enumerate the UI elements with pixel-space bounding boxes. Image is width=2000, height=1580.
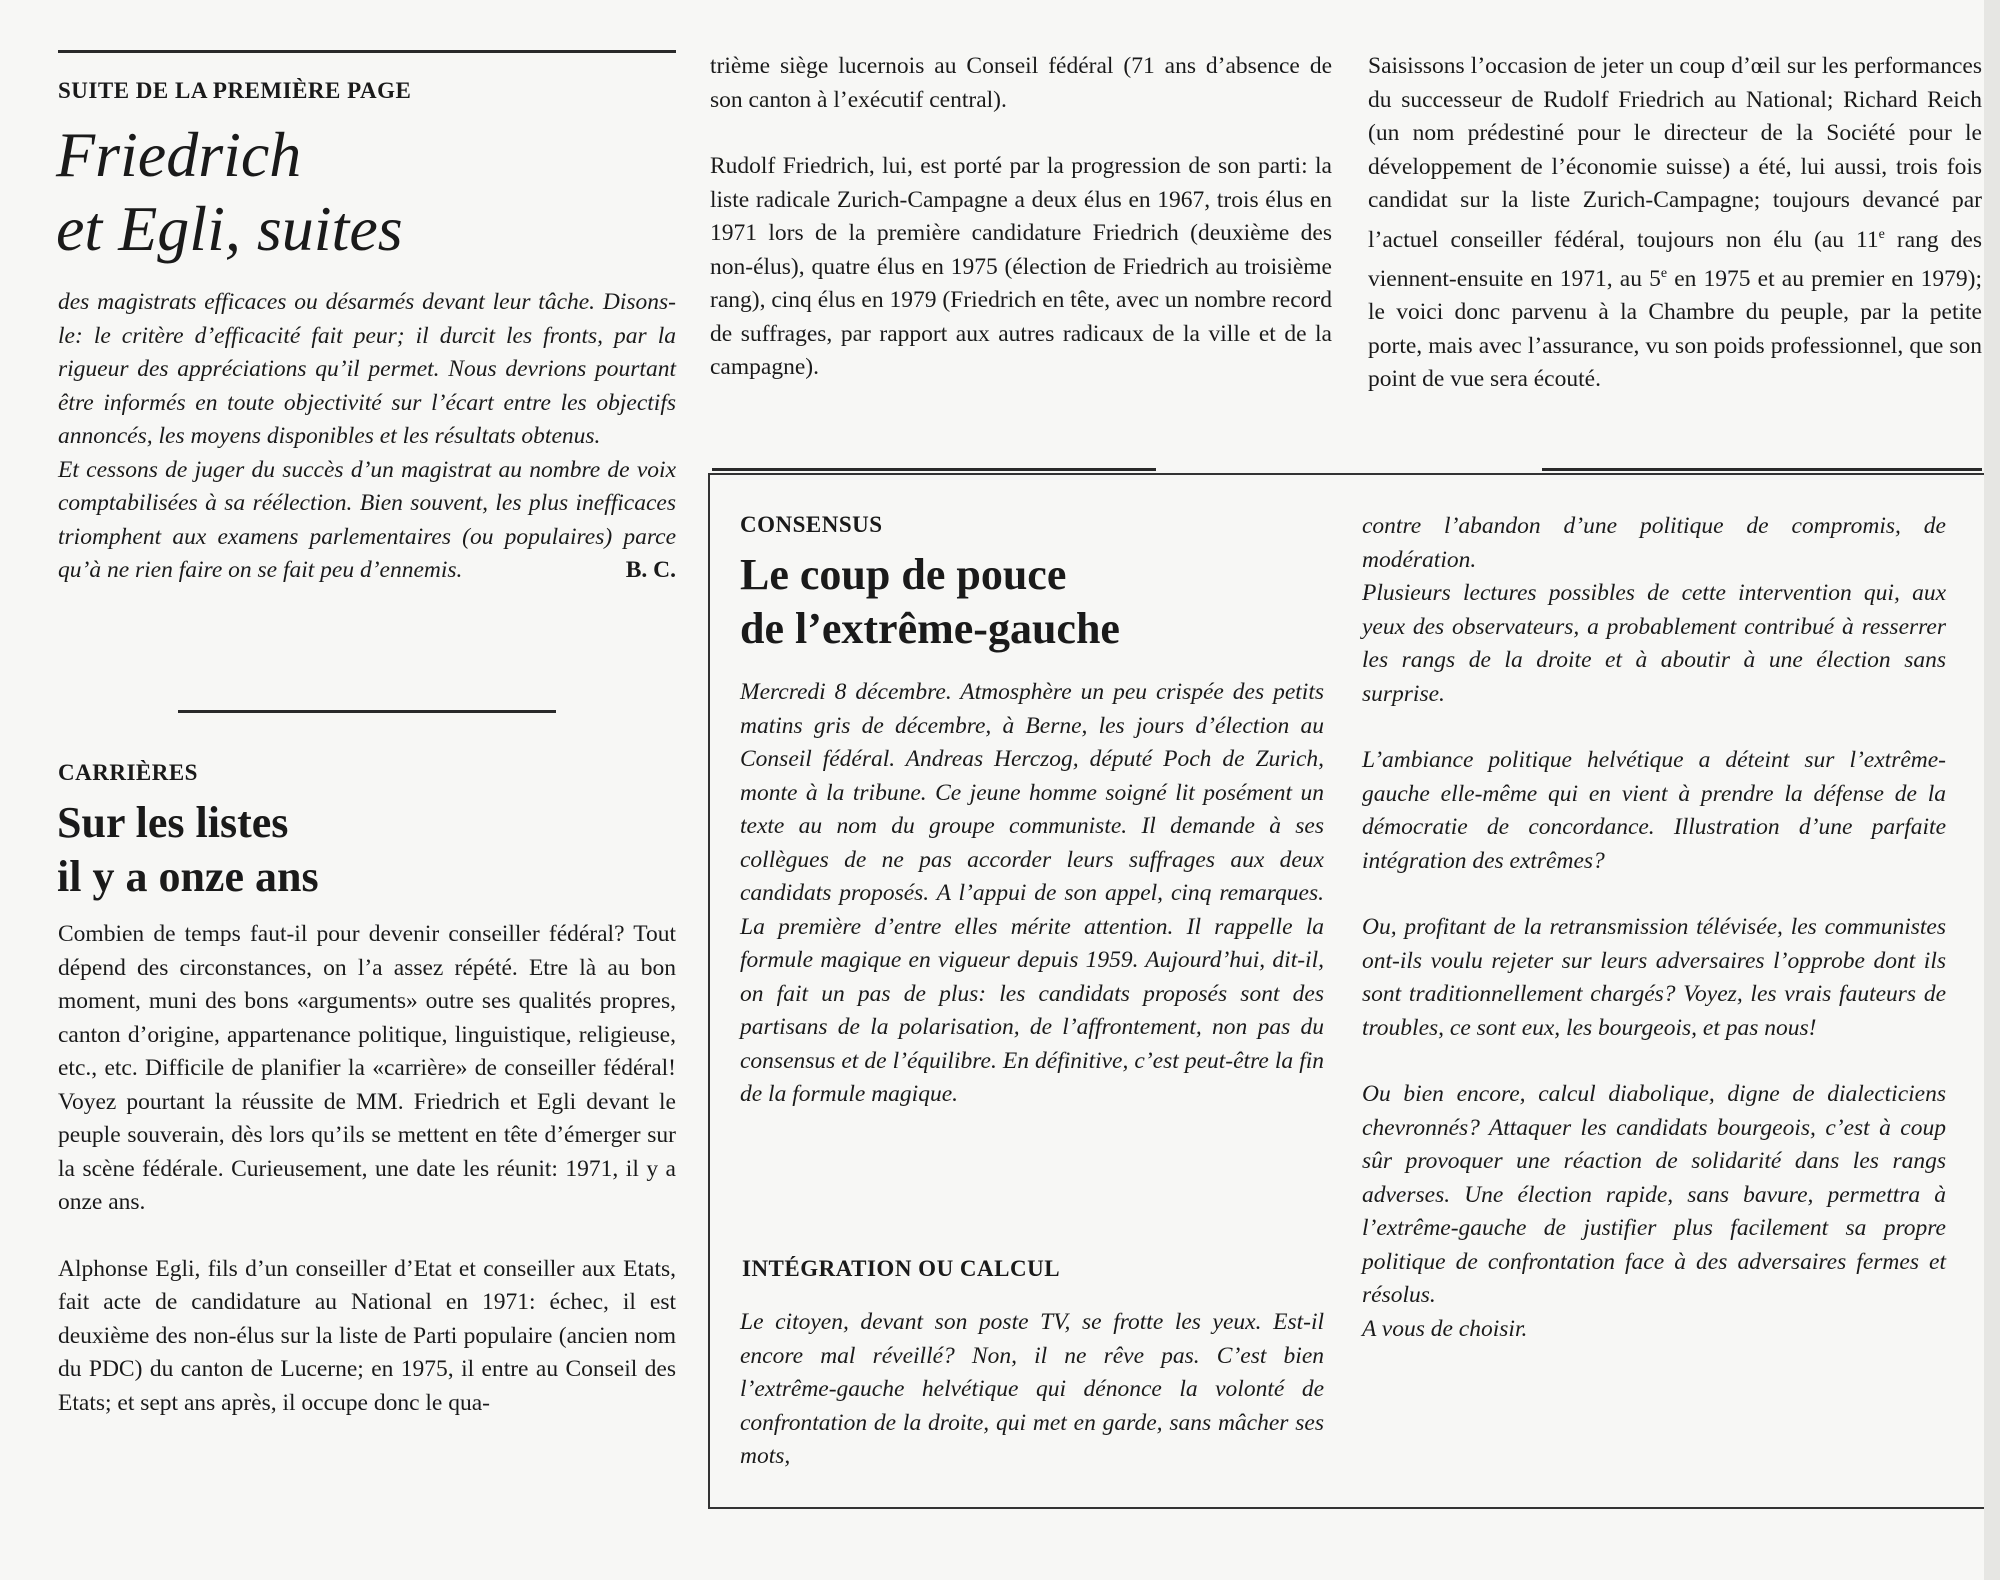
page-edge-shadow — [1984, 0, 2000, 1580]
col2-paragraph-2: Rudolf Friedrich, lui, est porté par la progression de son parti: la liste radicale Zurich-Campagne a deux élus en 1967, trois élus en 1971 lors de la première candidature Friedrich (deuxième des non-élus), quatre élus en 1975 (élection de Friedrich au troisième rang), cinq élus en 1979 (Friedrich en tête, avec un nombre record de suffrages, par rapport aux autres radicaux de la ville et de la campagne). — [710, 153, 1332, 380]
box-title — [740, 548, 1120, 656]
paragraph-gap — [710, 117, 1332, 150]
col3-text-part2: rang des viennent-ensuite en 1971, au 5 — [1368, 226, 1982, 292]
paragraph-gap — [1362, 1045, 1946, 1078]
section2-title — [57, 796, 319, 904]
section2-title-line2: il y a onze ans — [57, 852, 319, 901]
section2-title-line1: Sur les listes — [57, 798, 289, 847]
col2-paragraph-1: trième siège lucernois au Conseil fédéral (71 ans d’absence de son canton à l’exécutif central). — [710, 53, 1332, 113]
box-left-body — [740, 676, 1324, 1112]
box-right-paragraph-5: Ou bien encore, calcul diabolique, digne de dialecticiens chevronnés? Attaquer les candidats bourgeois, c’est à coup sûr provoquer une réaction de solidarité dans les rangs adverses. Une élection rapide, sans bavure, permettra à l’extrême-gauche de justifier plus facilement sa propre politique de confrontation face à des adversaires fermes et résolus. — [1362, 1081, 1946, 1308]
top-rule-col1 — [58, 50, 676, 53]
col3-paragraph-1 — [1368, 50, 1982, 397]
col3-text-part3: en 1975 et au premier en 1979); le voici donc parvenu à la Chambre du peuple, par la petite porte, mais avec l’assurance, vu son poids professionnel, que son point de vue sera écouté. — [1368, 265, 1982, 393]
section2-kicker: CARRIÈRES — [58, 760, 198, 785]
box-right-body — [1362, 510, 1946, 1346]
section-divider — [178, 710, 556, 713]
box-right-paragraph-1: contre l’abandon d’une politique de compromis, de modération. — [1362, 513, 1946, 573]
box-right-paragraph-3: L’ambiance politique helvétique a déteint sur l’extrême-gauche elle-même qui en vient à prendre la défense de la démocratie de concordance. Illustration d’une parfaite intégration des extrêmes? — [1362, 747, 1946, 874]
paragraph-gap — [1362, 711, 1946, 744]
section1-kicker: SUITE DE LA PREMIÈRE PAGE — [58, 78, 412, 103]
box-title-line2: de l’extrême-gauche — [740, 604, 1120, 653]
box-right-paragraph-2: Plusieurs lectures possibles de cette intervention qui, aux yeux des observateurs, a probablement contribué à resserrer les rangs de la droite et à aboutir à une élection sans surprise. — [1362, 580, 1946, 707]
box-subhead: INTÉGRATION OU CALCUL — [742, 1256, 1061, 1281]
col3-body — [1368, 50, 1982, 397]
box-right-paragraph-4: Ou, profitant de la retransmission télévisée, les communistes ont-ils voulu rejeter sur leurs adversaires l’opprobe dont ils sont traditionnellement chargés? Voyez, les vrais fauteurs de troubles, ce sont eux, les bourgeois, et pas nous! — [1362, 914, 1946, 1041]
author-signature: B. C. — [625, 557, 676, 583]
section1-paragraph-2-text: Et cessons de juger du succès d’un magistrat au nombre de voix comptabilisées à sa réélection. Bien souvent, les plus inefficaces triomphent aux examens parlementaires (ou populaires) parce qu’à ne rien faire on se fait peu d’ennemis. — [58, 456, 676, 583]
box-right-paragraph-6: A vous de choisir. — [1362, 1315, 1528, 1342]
box-left-paragraph-2: Le citoyen, devant son poste TV, se frotte les yeux. Est-il encore mal réveillé? Non, il ne rêve pas. C’est bien l’extrême-gauche helvétique qui dénonce la volonté de confrontation de la droite, qui met en garde, sans mâcher ses mots, — [740, 1309, 1324, 1469]
section2-body — [58, 918, 676, 1420]
box-left-body-2 — [740, 1306, 1324, 1474]
section1-paragraph-1: des magistrats efficaces ou désarmés devant leur tâche. Disons-le: le critère d’efficacité fait peur; il durcit les fronts, par la rigueur des appréciations qu’il permet. Nous devrions pourtant être informés en toute objectivité sur l’écart entre les objectifs annoncés, les moyens disponibles et les résultats obtenus. — [58, 289, 676, 449]
section2-paragraph-2: Alphonse Egli, fils d’un conseiller d’Etat et conseiller aux Etats, fait acte de candidature au National en 1971: échec, il est deuxième des non-élus sur la liste de Parti populaire (ancien nom du PDC) du canton de Lucerne; en 1975, il entre au Conseil des Etats; et sept ans après, il occupe donc le qua- — [58, 1255, 676, 1416]
paragraph-gap — [1362, 878, 1946, 911]
col2-body — [710, 50, 1332, 385]
section1-title-line2: et Egli, suites — [56, 193, 403, 264]
section1-paragraph-2 — [58, 454, 676, 588]
col3-text-part1: Saisissons l’occasion de jeter un coup d’œil sur les performances du successeur de Rudolf Friedrich au National; Richard Reich (un nom prédestiné pour le directeur de la Société pour le développement de l’économie suisse) a été, lui aussi, trois fois candidat sur la liste Zurich-Campagne; toujours devancé par l’actuel conseiller fédéral, toujours non élu (au 11 — [1368, 53, 1982, 253]
section1-title — [56, 118, 403, 266]
col3-bottom-rule — [1542, 468, 1982, 471]
paragraph-gap — [58, 1220, 676, 1253]
box-kicker: CONSENSUS — [740, 512, 883, 537]
section2-paragraph-1: Combien de temps faut-il pour devenir conseiller fédéral? Tout dépend des circonstances, on l’a assez répété. Etre là au bon moment, muni des bons «arguments» outre ses qualités propres, canton d’origine, appartenance politique, linguistique, religieuse, etc., etc. Difficile de planifier la «carrière» de conseiller fédéral! Voyez pourtant la réussite de MM. Friedrich et Egli devant le peuple souverain, dès lors qu’ils se mettent en tête d’émerger sur la scène fédérale. Curieusement, une date les réunit: 1971, il y a onze ans. — [58, 921, 676, 1215]
box-title-line1: Le coup de pouce — [740, 550, 1067, 599]
section1-title-line1: Friedrich — [56, 119, 302, 190]
superscript-e: e — [1660, 265, 1668, 281]
section1-body — [58, 286, 676, 588]
box-left-paragraph-1: Mercredi 8 décembre. Atmosphère un peu crispée des petits matins gris de décembre, à Berne, les jours d’élection au Conseil fédéral. Andreas Herczog, député Poch de Zurich, monte à la tribune. Ce jeune homme soigné lit posément un texte au nom du groupe communiste. Il demande à ses collègues de ne pas accorder leurs suffrages aux deux candidats proposés. A l’appui de son appel, cinq remarques. La première d’entre elles mérite attention. Il rappelle la formule magique en vigueur depuis 1959. Aujourd’hui, dit-il, on fait un pas de plus: les candidats proposés sont des partisans de la polarisation, de l’affrontement, non pas du consensus et de l’équilibre. En définitive, c’est peut-être la fin de la formule magique. — [740, 679, 1324, 1107]
superscript-e: e — [1878, 226, 1885, 242]
col2-bottom-rule — [712, 468, 1156, 471]
